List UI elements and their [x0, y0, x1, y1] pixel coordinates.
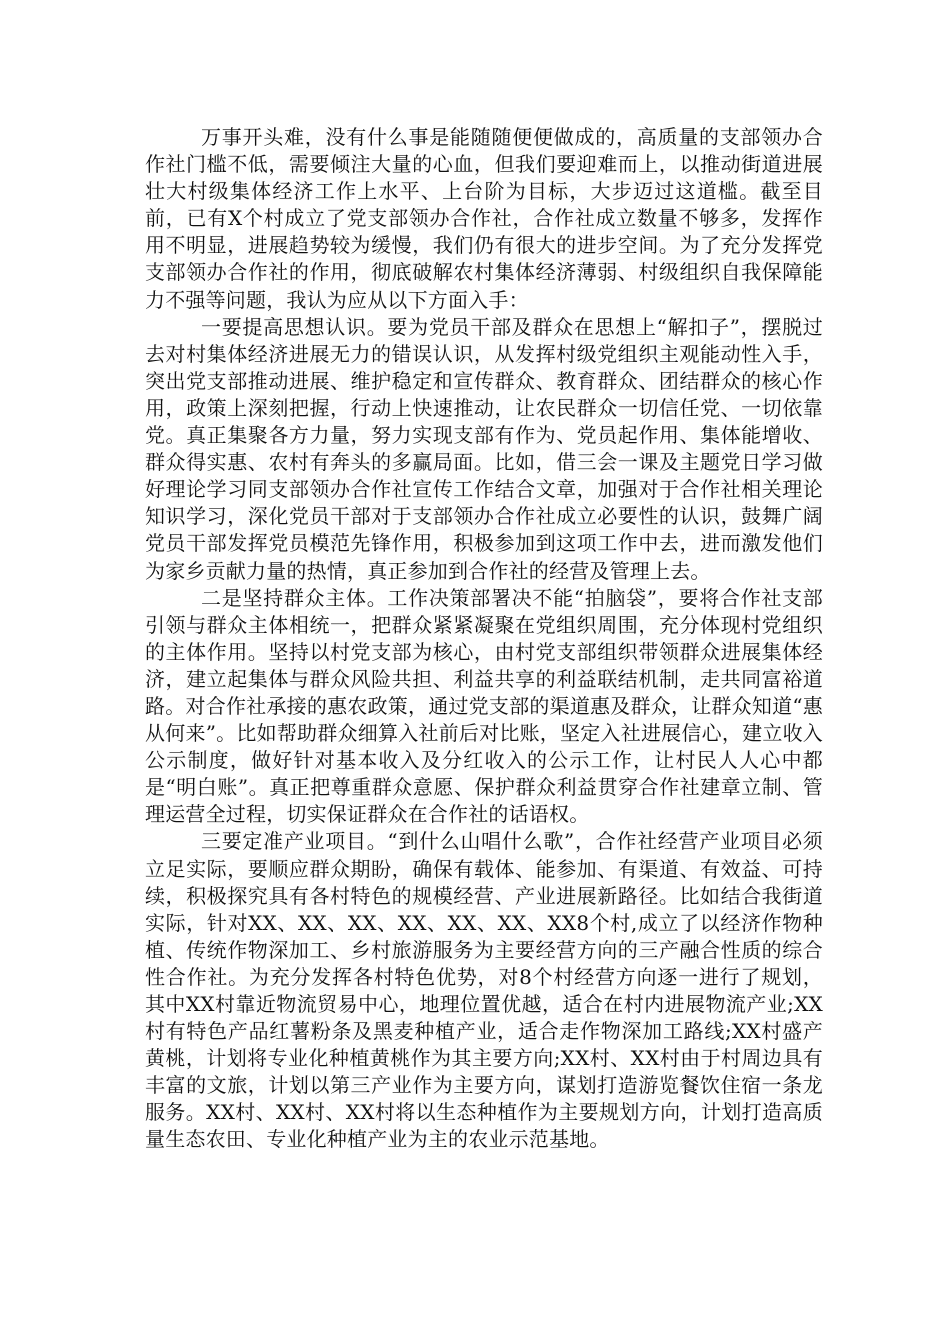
- paragraph-point-three: 三要定准产业项目。“到什么山唱什么歌”，合作社经营产业项目必须立足实际，要顺应群众期盼，确保有载体、能参加、有渠道、有效益、可持续，积极探究具有各村特色的规模经营、产业进展新路径。比如结合我街道实际，针对XX、XX、XX、XX、XX、XX、XX8个村,成立了以经济作物种植、传统作物深加工、乡村旅游服务为主要经营方向的三产融合性质的综合性合作社。为充分发挥各村特色优势，对8个村经营方向逐一进行了规划，其中XX村靠近物流贸易中心，地理位置优越，适合在村内进展物流产业;XX村有特色产品红薯粉条及黑麦种植产业，适合走作物深加工路线;XX村盛产黄桃，计划将专业化种植黄桃作为其主要方向;XX村、XX村由于村周边具有丰富的文旅，计划以第三产业作为主要方向，谋划打造游览餐饮住宿一条龙服务。XX村、XX村、XX村将以生态种植作为主要规划方向，计划打造高质量生态农田、专业化种植产业为主的农业示范基地。: [145, 829, 823, 1152]
- paragraph-intro: 万事开头难，没有什么事是能随随便便做成的，高质量的支部领办合作社门槛不低，需要倾注大量的心血，但我们要迎难而上，以推动街道进展壮大村级集体经济工作上水平、上台阶为目标，大步迈过这道槛。截至目前，已有X个村成立了党支部领办合作社，合作社成立数量不够多，发挥作用不明显，进展趋势较为缓慢，我们仍有很大的进步空间。为了充分发挥党支部领办合作社的作用，彻底破解农村集体经济薄弱、村级组织自我保障能力不强等问题，我认为应从以下方面入手：: [145, 125, 823, 312]
- paragraph-point-two: 二是坚持群众主体。工作决策部署决不能“拍脑袋”，要将合作社支部引领与群众主体相统一，把群众紧紧凝聚在党组织周围，充分体现村党组织的主体作用。坚持以村党支部为核心，由村党支部组织带领群众进展集体经济，建立起集体与群众风险共担、利益共享的利益联结机制，走共同富裕道路。对合作社承接的惠农政策，通过党支部的渠道惠及群众，让群众知道“惠从何来”。比如帮助群众细算入社前后对比账，坚定入社进展信心，建立收入公示制度，做好针对基本收入及分红收入的公示工作，让村民人人心中都是“明白账”。真正把尊重群众意愿、保护群众利益贯穿合作社建章立制、管理运营全过程，切实保证群众在合作社的话语权。: [145, 585, 823, 827]
- document-body: [145, 124, 823, 1154]
- paragraph-point-one: 一要提高思想认识。要为党员干部及群众在思想上“解扣子”，摆脱过去对村集体经济进展无力的错误认识，从发挥村级党组织主观能动性入手，突出党支部推动进展、维护稳定和宣传群众、教育群众、团结群众的核心作用，政策上深刻把握，行动上快速推动，让农民群众一切信任党、一切依靠党。真正集聚各方力量，努力实现支部有作为、党员起作用、集体能增收、群众得实惠、农村有奔头的多赢局面。比如，借三会一课及主题党日学习做好理论学习同支部领办合作社宣传工作结合文章，加强对于合作社相关理论知识学习，深化党员干部对于支部领办合作社成立必要性的认识，鼓舞广阔党员干部发挥党员模范先锋作用，积极参加到这项工作中去，进而激发他们为家乡贡献力量的热情，真正参加到合作社的经营及管理上去。: [145, 314, 823, 583]
